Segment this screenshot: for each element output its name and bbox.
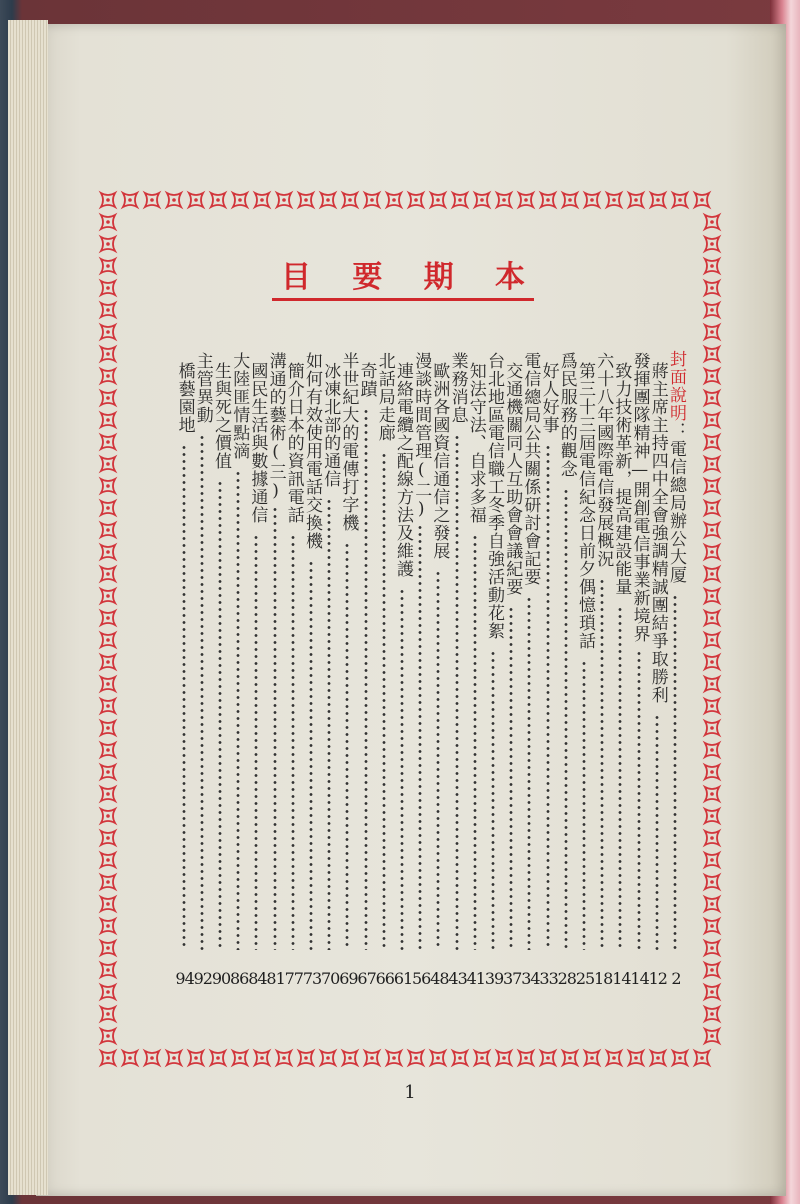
toc-page-number: 84 <box>248 969 267 988</box>
border-ornament <box>299 193 313 207</box>
toc-entry-title: 六十八年國際電信發展概況 <box>593 352 614 568</box>
toc-entry-title: 爲民服務的觀念 <box>556 352 577 478</box>
toc-entry-title: 致力技術革新，提高建設能量 <box>611 362 632 596</box>
border-ornament <box>705 1007 719 1021</box>
border-ornament <box>705 611 719 625</box>
border-ornament <box>233 193 247 207</box>
border-ornament <box>101 919 115 933</box>
border-ornament <box>365 1051 379 1065</box>
border-ornament <box>705 369 719 383</box>
border-ornament <box>101 655 115 669</box>
border-ornament <box>101 809 115 823</box>
border-ornament <box>101 853 115 867</box>
border-ornament <box>101 589 115 603</box>
border-ornament <box>145 1051 159 1065</box>
border-ornament <box>167 1051 181 1065</box>
toc-page-number: 28 <box>557 969 576 988</box>
border-ornament <box>255 1051 269 1065</box>
border-ornament <box>541 193 555 207</box>
border-ornament <box>101 259 115 273</box>
toc-page-number: 43 <box>448 969 467 988</box>
border-ornament <box>607 1051 621 1065</box>
border-ornament <box>705 457 719 471</box>
toc-entry-title: 大陸匪情點滴 <box>229 352 250 460</box>
toc-leader-dots <box>182 444 186 950</box>
toc-leader-dots <box>582 660 586 950</box>
border-ornament <box>705 435 719 449</box>
page-title <box>272 252 534 304</box>
border-ornament <box>705 237 719 251</box>
border-ornament <box>705 721 719 735</box>
border-ornament <box>101 303 115 317</box>
border-ornament <box>705 589 719 603</box>
border-ornament <box>705 809 719 823</box>
toc-entry-title: 冰凍北部的通信 <box>320 362 341 488</box>
toc-leader-dots <box>546 444 550 950</box>
toc-leader-dots <box>364 408 368 950</box>
border-ornament <box>409 1051 423 1065</box>
toc-page-number: 33 <box>539 969 558 988</box>
border-ornament <box>101 633 115 647</box>
border-ornament <box>321 1051 335 1065</box>
border-ornament <box>651 193 665 207</box>
border-ornament <box>705 897 719 911</box>
border-ornament <box>705 259 719 273</box>
border-ornament <box>705 479 719 493</box>
toc-leader-dots <box>509 606 513 950</box>
toc-leader-dots <box>400 588 404 950</box>
border-ornament <box>705 765 719 779</box>
border-ornament <box>607 193 621 207</box>
border-ornament <box>705 1029 719 1043</box>
toc-leader-dots <box>273 506 277 950</box>
toc-page-number: 73 <box>302 969 322 988</box>
toc-page-number: 2 <box>671 969 681 988</box>
toc-leader-dots <box>254 534 258 950</box>
border-ornament <box>101 831 115 845</box>
border-ornament <box>101 523 115 537</box>
border-ornament <box>695 1051 709 1065</box>
border-ornament <box>705 303 719 317</box>
toc-page-number: 14 <box>630 969 649 988</box>
border-ornament <box>695 193 709 207</box>
border-ornament <box>101 787 115 801</box>
border-ornament <box>705 633 719 647</box>
toc-leader-dots <box>673 594 677 950</box>
border-ornament <box>101 941 115 955</box>
border-ornament <box>705 655 719 669</box>
border-ornament <box>101 413 115 427</box>
toc-page-number: 14 <box>612 969 631 988</box>
toc-leader-dots <box>382 452 386 950</box>
toc-leader-dots <box>527 596 531 950</box>
border-ornament <box>585 193 599 207</box>
border-ornament <box>541 1051 555 1065</box>
border-ornament <box>101 963 115 977</box>
border-ornament <box>299 1051 313 1065</box>
title-char: 目 <box>281 260 311 295</box>
toc-entry-title: 電信總局公共關係研討會記要 <box>520 352 541 586</box>
toc-entry-title: 業務消息 <box>447 352 468 424</box>
border-ornament <box>101 611 115 625</box>
border-ornament <box>673 193 687 207</box>
border-ornament <box>705 391 719 405</box>
title-char: 要 <box>352 260 383 295</box>
border-ornament <box>651 1051 665 1065</box>
toc-page-number: 69 <box>339 969 358 988</box>
border-ornament <box>705 853 719 867</box>
toc-entry-title: 第三十三屆電信紀念日前夕偶憶瑣話 <box>575 362 595 650</box>
border-ornament <box>101 1007 115 1021</box>
toc-leader-dots <box>491 650 495 950</box>
border-ornament <box>519 193 533 207</box>
border-ornament <box>705 501 719 515</box>
border-ornament <box>211 1051 225 1065</box>
border-ornament <box>497 193 511 207</box>
border-ornament <box>519 1051 533 1065</box>
border-ornament <box>101 875 115 889</box>
border-ornament <box>101 325 115 339</box>
title-char: 期 <box>423 260 454 295</box>
toc-page-number: 25 <box>575 969 595 988</box>
border-ornament <box>705 523 719 537</box>
border-ornament <box>453 193 467 207</box>
border-ornament <box>101 985 115 999</box>
border-ornament <box>233 1051 247 1065</box>
toc-leader-dots <box>418 524 422 950</box>
border-ornament <box>705 941 719 955</box>
toc-entry-title: 交通機關同人互助會會議紀要 <box>502 362 523 596</box>
border-ornament <box>431 1051 445 1065</box>
border-ornament <box>101 347 115 361</box>
toc-entry-title: 漫談時間管理(二) <box>411 352 432 520</box>
border-ornament <box>189 193 203 207</box>
border-ornament <box>387 193 401 207</box>
title-char: 本 <box>494 260 525 295</box>
border-ornament <box>705 875 719 889</box>
toc-page-number: 56 <box>412 969 431 988</box>
border-ornament <box>277 193 291 207</box>
border-ornament <box>101 765 115 779</box>
toc-leader-dots <box>455 434 459 950</box>
page-stack <box>8 20 48 1195</box>
toc-entry-title: 生與死之價值 <box>211 362 231 470</box>
border-ornament <box>629 1051 643 1065</box>
toc-leader-dots <box>473 534 477 950</box>
border-ornament <box>497 1051 511 1065</box>
border-ornament <box>343 1051 357 1065</box>
border-ornament <box>705 699 719 713</box>
border-ornament <box>705 831 719 845</box>
border-ornament <box>585 1051 599 1065</box>
toc-page-number: 94 <box>175 969 194 988</box>
toc-leader-dots <box>655 714 659 950</box>
toc-entry-title: 知法守法、自求多福 <box>465 362 486 524</box>
border-ornament <box>145 193 159 207</box>
border-ornament <box>255 193 269 207</box>
border-ornament <box>211 193 225 207</box>
border-ornament <box>705 677 719 691</box>
border-ornament <box>475 193 489 207</box>
border-ornament <box>101 1029 115 1043</box>
border-ornament <box>101 391 115 405</box>
toc-cover-label: 封面說明 <box>666 350 686 422</box>
border-ornament <box>705 787 719 801</box>
border-ornament <box>705 281 719 295</box>
toc-page-number: 90 <box>211 969 231 988</box>
border-ornament <box>431 193 445 207</box>
border-ornament <box>705 347 719 361</box>
toc-entry-title: 台北地區電信職工冬季自強活動花絮 <box>484 352 504 640</box>
toc-entry-title: 橋藝園地 <box>174 362 195 434</box>
border-ornament <box>705 325 719 339</box>
toc-leader-dots <box>637 650 641 950</box>
toc-leader-dots <box>218 480 222 950</box>
toc-leader-dots <box>236 470 240 950</box>
border-ornament <box>101 545 115 559</box>
border-ornament <box>101 281 115 295</box>
border-ornament <box>321 193 335 207</box>
toc-page-number: 66 <box>375 969 394 988</box>
toc-leader-dots <box>436 570 440 950</box>
border-ornament <box>101 237 115 251</box>
toc-entry-title: 好人好事 <box>538 362 559 434</box>
toc-page-number: 61 <box>393 969 413 988</box>
border-ornament <box>101 501 115 515</box>
toc-page-number: 86 <box>230 969 249 988</box>
border-ornament <box>101 193 115 207</box>
toc-leader-dots <box>309 560 313 950</box>
toc-page-number: 81 <box>266 969 285 988</box>
border-ornament <box>673 1051 687 1065</box>
border-ornament <box>705 963 719 977</box>
border-ornament <box>705 919 719 933</box>
border-ornament <box>101 1051 115 1065</box>
toc-leader-dots <box>200 434 204 950</box>
toc-entry-title: 主管異動 <box>192 352 213 424</box>
toc-page-number: 12 <box>648 969 667 988</box>
toc-page-number: 18 <box>594 969 613 988</box>
border-ornament <box>365 193 379 207</box>
border-ornament <box>629 193 643 207</box>
border-ornament <box>101 721 115 735</box>
border-ornament <box>101 215 115 229</box>
border-ornament <box>101 479 115 493</box>
toc-page-number: 70 <box>321 969 340 988</box>
border-ornament <box>705 743 719 757</box>
border-ornament <box>277 1051 291 1065</box>
border-ornament <box>189 1051 203 1065</box>
border-ornament <box>563 193 577 207</box>
toc-page-number: 37 <box>503 969 522 988</box>
border-ornament <box>705 215 719 229</box>
toc-page-number: 34 <box>521 969 540 988</box>
toc-page-number: 48 <box>430 969 449 988</box>
toc-page-number: 67 <box>357 969 376 988</box>
page-number: 1 <box>404 1082 416 1103</box>
toc-entry-title: 北話局走廊 <box>374 352 395 442</box>
toc-entry-title: 溝通的藝術(三) <box>265 352 286 502</box>
border-ornament <box>705 567 719 581</box>
border-ornament <box>101 369 115 383</box>
border-ornament <box>705 413 719 427</box>
toc-leader-dots <box>618 606 622 950</box>
toc-entry <box>171 350 199 1010</box>
toc-entry-title: 蔣主席主持四中全會強調精誠團結爭取勝利 <box>647 362 668 704</box>
toc-entry-title: 封面說明：電信總局辦公大厦 <box>666 350 686 584</box>
toc-page-number: 39 <box>484 969 504 988</box>
border-ornament <box>101 457 115 471</box>
toc-entry-title: 如何有效使用電話交換機 <box>302 352 322 550</box>
toc-page-number: 77 <box>284 969 303 988</box>
border-ornament <box>101 567 115 581</box>
border-ornament <box>409 193 423 207</box>
border-ornament <box>101 699 115 713</box>
toc-page-number: 41 <box>466 969 485 988</box>
toc-leader-dots <box>327 498 331 950</box>
border-ornament <box>101 435 115 449</box>
toc-entry-title: 奇蹟 <box>356 362 377 398</box>
border-ornament <box>387 1051 401 1065</box>
toc-leader-dots <box>291 534 295 950</box>
border-ornament <box>453 1051 467 1065</box>
border-ornament <box>101 897 115 911</box>
toc-entry-title: 歐洲各國資信通信之發展 <box>429 362 450 560</box>
border-ornament <box>705 545 719 559</box>
toc-entry-title: 連絡電纜之配線方法及維護 <box>393 362 413 578</box>
toc-leader-dots <box>345 542 349 950</box>
toc-entry-title: 半世紀大的電傳打字機 <box>338 352 359 532</box>
table-of-contents <box>128 350 690 1010</box>
border-ornament <box>101 743 115 757</box>
border-ornament <box>705 985 719 999</box>
toc-page-number: 92 <box>193 969 212 988</box>
border-ornament <box>343 193 357 207</box>
border-ornament <box>123 1051 137 1065</box>
toc-leader-dots <box>600 578 604 950</box>
toc-entry-title: 簡介日本的資訊電話 <box>283 362 304 524</box>
border-ornament <box>563 1051 577 1065</box>
border-ornament <box>123 193 137 207</box>
toc-entry-title: 發揮團隊精神—開創電信事業新境界 <box>629 352 650 643</box>
border-ornament <box>475 1051 489 1065</box>
title-underline <box>272 298 534 301</box>
toc-leader-dots <box>564 488 568 950</box>
border-ornament <box>101 677 115 691</box>
toc-entry-title: 國民生活與數據通信 <box>247 362 268 524</box>
border-ornament <box>167 193 181 207</box>
